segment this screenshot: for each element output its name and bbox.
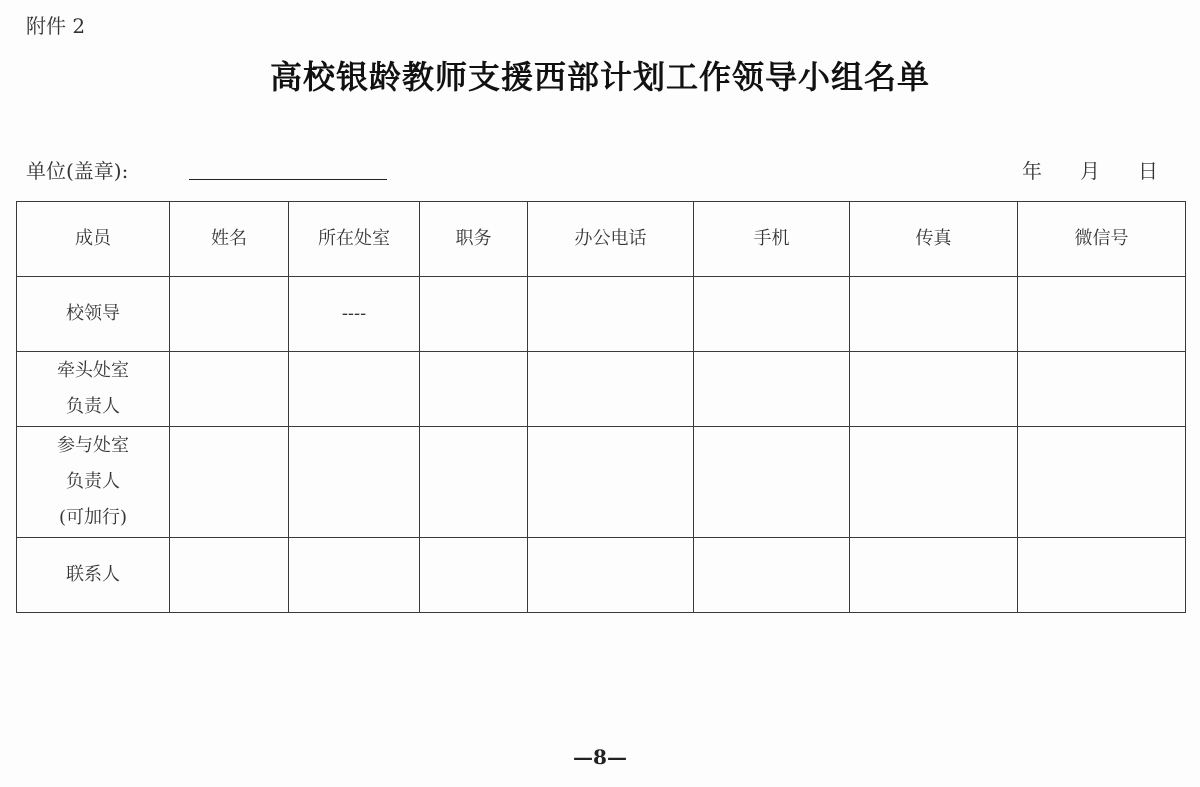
header-mobile: 手机	[694, 202, 850, 277]
table-cell[interactable]	[420, 277, 528, 352]
member-cell	[17, 538, 170, 613]
table-row	[17, 277, 1186, 352]
header-member: 成员	[17, 202, 170, 277]
table-header-row	[17, 202, 1186, 277]
table-cell[interactable]	[694, 427, 850, 538]
member-cell	[17, 352, 170, 427]
table-cell[interactable]	[850, 538, 1018, 613]
date-day-label: 日	[1138, 159, 1158, 183]
table-cell[interactable]	[289, 352, 420, 427]
table-cell[interactable]	[528, 277, 694, 352]
member-label: 校领导	[66, 303, 120, 324]
table-cell[interactable]	[170, 277, 289, 352]
header-office: 所在处室	[289, 202, 420, 277]
table-cell[interactable]	[528, 352, 694, 427]
member-label: 负责人	[66, 396, 120, 417]
unit-signature-line	[189, 179, 387, 180]
date-month-label: 月	[1080, 159, 1100, 183]
table-cell[interactable]	[694, 352, 850, 427]
member-label: (可加行)	[58, 507, 128, 528]
header-wechat: 微信号	[1018, 202, 1186, 277]
table-cell[interactable]	[528, 427, 694, 538]
table-cell[interactable]	[170, 538, 289, 613]
table-row	[17, 427, 1186, 538]
annex-label: 附件 2	[26, 14, 86, 38]
document-title: 高校银龄教师支援西部计划工作领导小组名单	[269, 58, 930, 96]
table-cell[interactable]	[420, 538, 528, 613]
member-cell	[17, 277, 170, 352]
header-position: 职务	[420, 202, 528, 277]
table-cell[interactable]	[420, 427, 528, 538]
table-cell[interactable]	[850, 427, 1018, 538]
header-office-phone: 办公电话	[528, 202, 694, 277]
table-cell[interactable]: ----	[289, 277, 420, 352]
member-label: 牵头处室	[57, 360, 129, 381]
table-cell[interactable]	[850, 277, 1018, 352]
table-row	[17, 538, 1186, 613]
page-number: —8—	[573, 745, 627, 769]
table-cell[interactable]	[289, 538, 420, 613]
table-cell[interactable]	[694, 538, 850, 613]
table-cell[interactable]	[528, 538, 694, 613]
member-label: 负责人	[66, 471, 120, 492]
table-cell[interactable]	[850, 352, 1018, 427]
table-cell[interactable]	[694, 277, 850, 352]
table-cell[interactable]	[170, 427, 289, 538]
table-cell[interactable]	[1018, 352, 1186, 427]
table-row	[17, 352, 1186, 427]
table-cell[interactable]	[1018, 538, 1186, 613]
table-cell[interactable]	[170, 352, 289, 427]
unit-label: 单位(盖章):	[26, 159, 129, 183]
roster-table	[16, 201, 1186, 613]
table-cell[interactable]	[420, 352, 528, 427]
member-label: 参与处室	[57, 435, 129, 456]
header-fax: 传真	[850, 202, 1018, 277]
date-year-label: 年	[1022, 159, 1042, 183]
table-cell[interactable]	[289, 427, 420, 538]
member-cell	[17, 427, 170, 538]
date-fields	[1022, 155, 1158, 184]
member-label: 联系人	[66, 564, 120, 585]
table-cell[interactable]	[1018, 277, 1186, 352]
table-cell[interactable]	[1018, 427, 1186, 538]
header-name: 姓名	[170, 202, 289, 277]
